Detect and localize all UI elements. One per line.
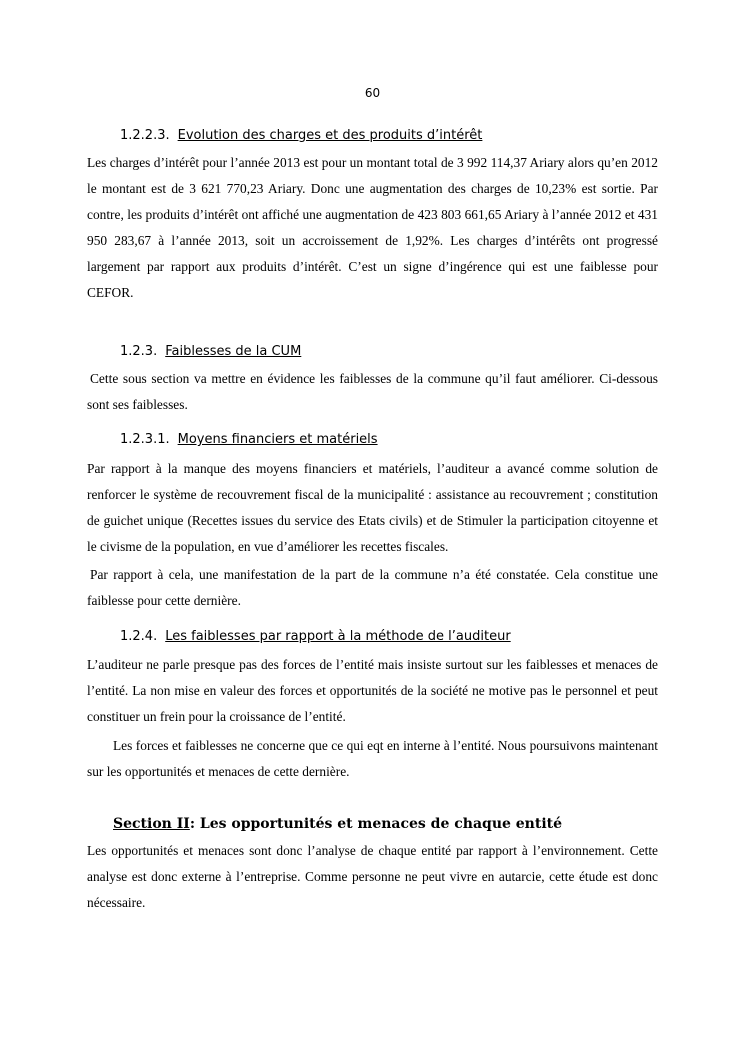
heading-number: 1.2.3.1. [120, 432, 170, 447]
paragraph-charges-interet: Les charges d’intérêt pour l’année 2013 est pour un montant total de 3 992 114,37 Ariary alors qu’en 2012 le montant est de 3 621 770,23 Ariary. Donc une augmentation des charges de 10,23% est sortie. Par contre, les produits d’intérêt ont affiché une augmentation de 423 803 661,65 Ariary à l’année 2012 et 431 950 283,67 à l’année 2013, soit un accroissement de 1,92%. Les charges d’intérêts ont progressé largement par rapport aux produits d’intérêt. C’est un signe d’ingérence qui est une faiblesse pour CEFOR. [87, 155, 658, 300]
paragraph-forces-faiblesses: Les forces et faiblesses ne concerne que ce qui eqt en interne à l’entité. Nous poursuivons maintenant sur les opportunités et menaces de cette dernière. [87, 738, 658, 779]
paragraph-auditeur: L’auditeur ne parle presque pas des forces de l’entité mais insiste surtout sur les faiblesses et menaces de l’entité. La non mise en valeur des forces et opportunités de la société ne motive pas le personnel et peut constituer un frein pour la croissance de l’entité. [87, 657, 658, 724]
section-label: Section II [113, 816, 190, 832]
section-title: : Les opportunités et menaces de chaque entité [189, 816, 563, 832]
heading-title: Les faiblesses par rapport à la méthode de l’auditeur [165, 629, 511, 644]
heading-evolution-charges [120, 128, 482, 143]
heading-methode-auditeur [120, 629, 511, 644]
paragraph-opportunites: Les opportunités et menaces sont donc l’analyse de chaque entité par rapport à l’environnement. Cette analyse est donc externe à l’entreprise. Comme personne ne peut vivre en autarcie, cette étude est donc nécessaire. [87, 843, 658, 910]
heading-title: Moyens financiers et matériels [177, 432, 378, 447]
paragraph-manifestation: Par rapport à cela, une manifestation de la part de la commune n’a été constatée. Cela constitue une faiblesse pour cette dernière. [87, 567, 658, 608]
heading-title: Evolution des charges et des produits d’intérêt [177, 128, 483, 143]
heading-number: 1.2.4. [120, 629, 158, 644]
page-number: 60 [364, 86, 381, 100]
heading-moyens-financiers [120, 432, 378, 447]
heading-faiblesses-cum [120, 344, 301, 359]
heading-number: 1.2.2.3. [120, 128, 170, 143]
heading-title: Faiblesses de la CUM [165, 344, 302, 359]
heading-number: 1.2.3. [120, 344, 158, 359]
section-heading [113, 816, 562, 832]
paragraph-moyens-financiers: Par rapport à la manque des moyens financiers et matériels, l’auditeur a avancé comme solution de renforcer le système de recouvrement fiscal de la municipalité : assistance au recouvrement ; constitution de guichet unique (Recettes issues du service des Etats civils) et de Stimuler la participation citoyenne et le civisme de la population, en vue d’améliorer les recettes fiscales. [87, 461, 658, 554]
paragraph-sous-section-intro: Cette sous section va mettre en évidence les faiblesses de la commune qu’il faut améliorer. Ci-dessous sont ses faiblesses. [87, 371, 658, 412]
